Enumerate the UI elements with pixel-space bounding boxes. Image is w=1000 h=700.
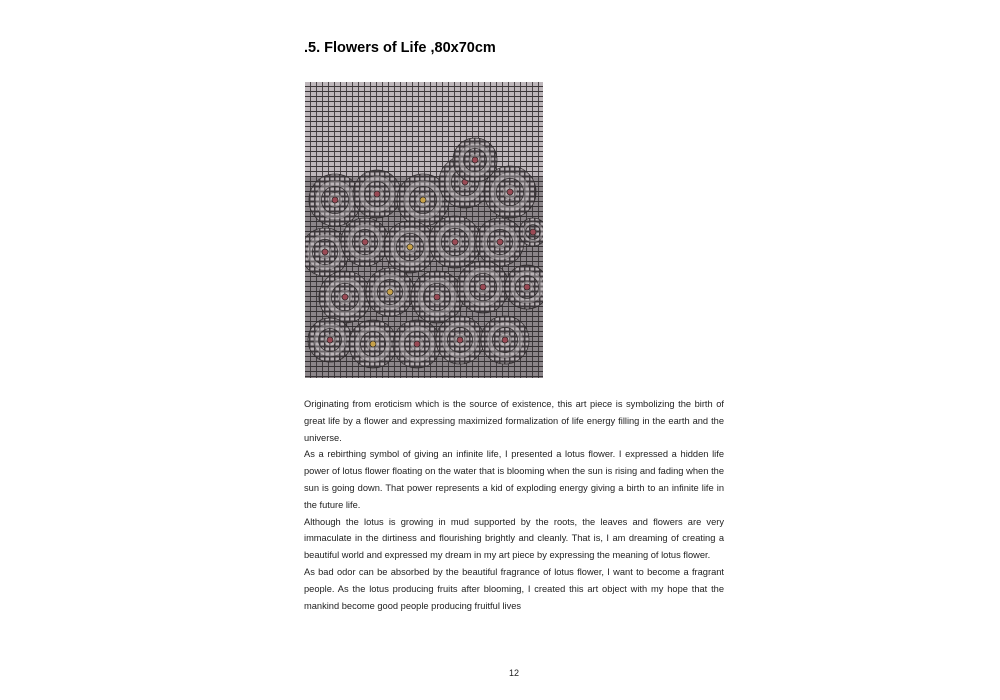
page-number: 12 <box>508 668 519 678</box>
paragraph-3: Although the lotus is growing in mud supported by the roots, the leaves and flowers are very immaculate in the dirtiness and flourishing brightly and cleanly. That is, I am dreaming of creating a beautiful world and expressed my dream in my art piece by expressing the meaning of lotus flower. <box>304 516 724 561</box>
paragraph-1: Originating from eroticism which is the source of existence, this art piece is symbolizing the birth of great life by a flower and expressing maximized formalization of life energy filling in the earth and the universe. <box>304 399 724 443</box>
page-title: .5. Flowers of Life ,80x70cm <box>304 40 496 56</box>
paragraph-4: As bad odor can be absorbed by the beautiful fragrance of lotus flower, I want to become a fragrant people. As the lotus producing fruits after blooming, I created this art object with my hope that the mankind become good people producing fruitful lives <box>304 566 724 611</box>
artwork-image <box>305 82 543 378</box>
body-text <box>304 396 724 614</box>
paragraph-2: As a rebirthing symbol of giving an infinite life, I presented a lotus flower. I expressed a hidden life power of lotus flower floating on the water that is blooming when the sun is rising and fading when the sun is going down. That power represents a kid of exploding energy giving a birth to an infinite life in the future life. <box>304 449 724 510</box>
